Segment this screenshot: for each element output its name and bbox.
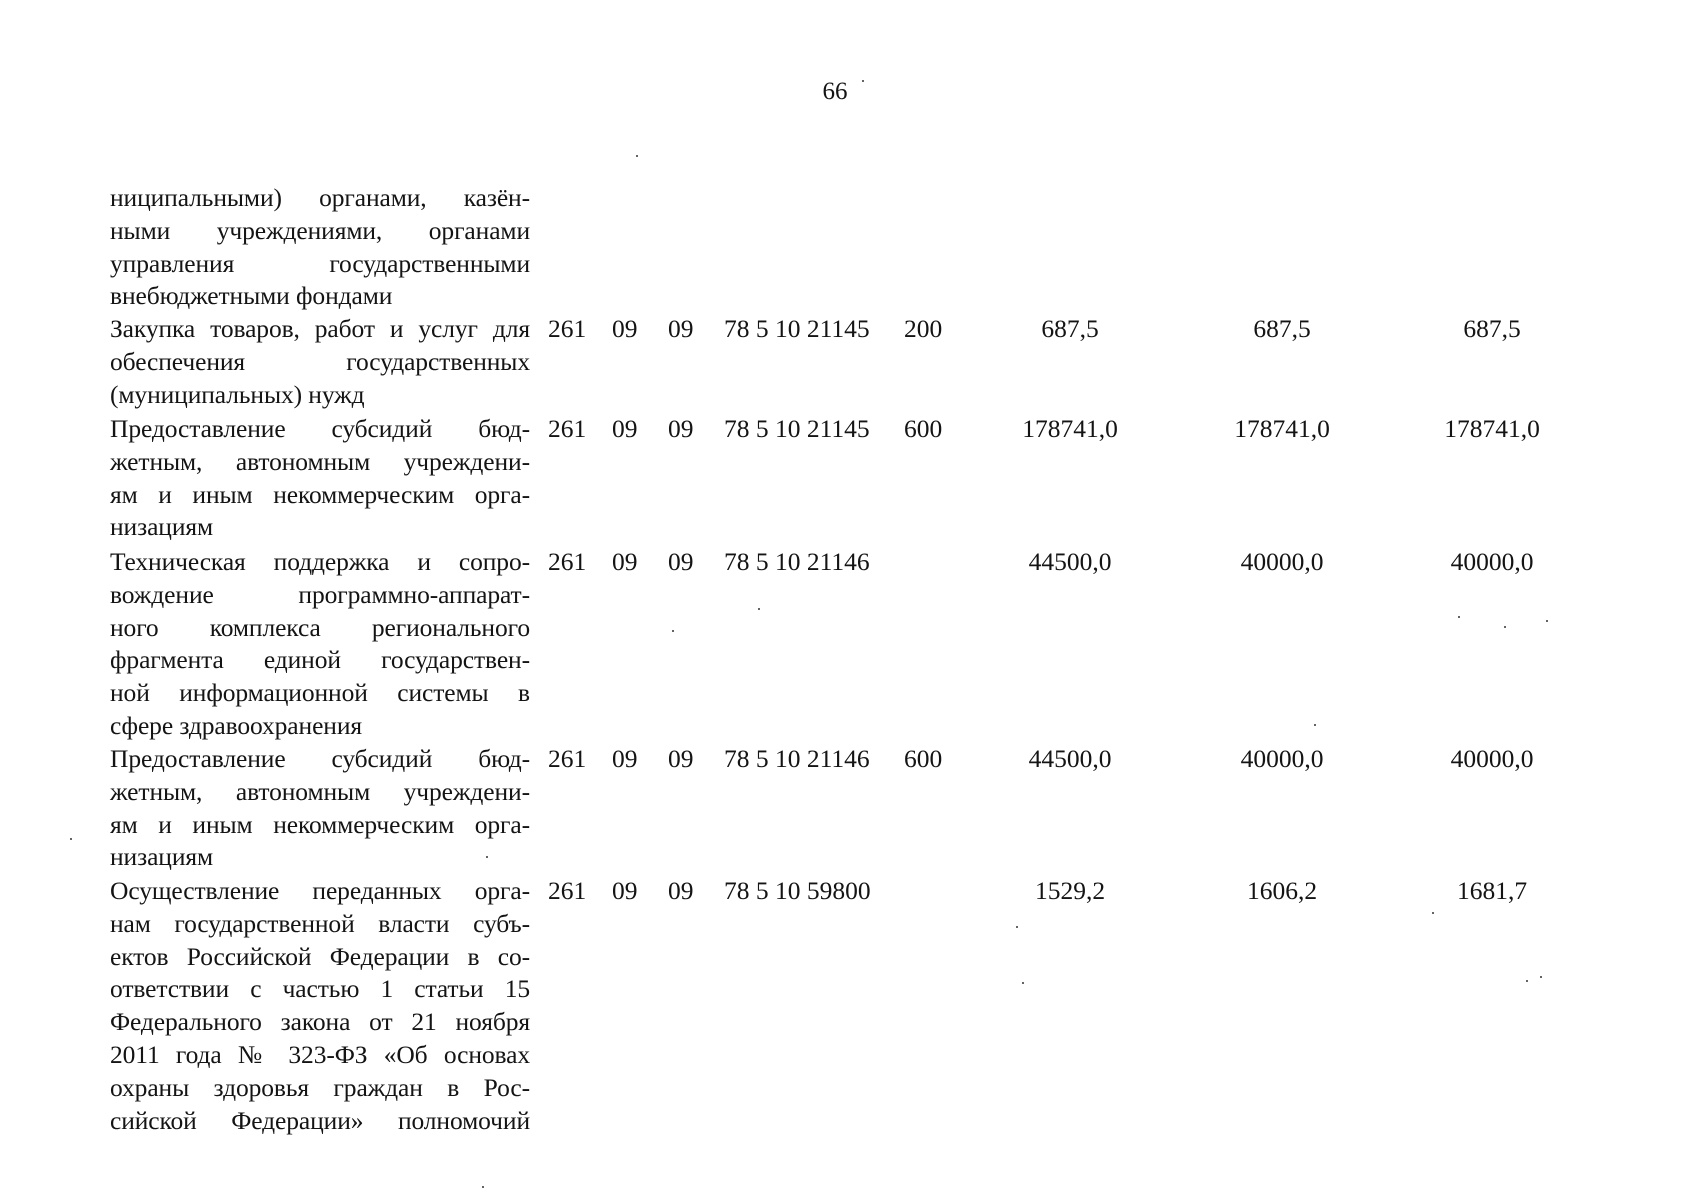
podrazdel-code: 09	[668, 744, 694, 773]
row-description	[110, 743, 530, 874]
amount-year2: 40000,0	[1240, 744, 1324, 773]
description-line: ектов Российской Федерации в со-	[110, 941, 530, 971]
description-line: ответствии с частью 1 статьи 15	[110, 974, 530, 1004]
description-line: ного комплекса регионального	[110, 612, 530, 642]
podrazdel-code: 09	[668, 414, 694, 443]
csr-code: 78 5 10 21146	[724, 547, 870, 576]
amount-year1: 1529,2	[1034, 876, 1106, 905]
podrazdel-code: 09	[668, 876, 694, 905]
ved-code: 261	[548, 414, 587, 443]
amount-year3: 178741,0	[1444, 414, 1540, 443]
razdel-code: 09	[612, 876, 638, 905]
ved-code: 261	[548, 876, 587, 905]
csr-code: 78 5 10 59800	[724, 876, 871, 905]
vr-code: 200	[904, 314, 943, 343]
description-line: фрагмента единой государствен-	[110, 645, 530, 675]
description-line: Предоставление субсидий бюд-	[110, 414, 530, 443]
row-description	[110, 182, 530, 313]
amount-year3: 40000,0	[1450, 547, 1534, 576]
description-line: сфере здравоохранения	[110, 710, 363, 740]
description-line: внебюджетными фондами	[110, 281, 393, 311]
csr-code: 78 5 10 21146	[724, 744, 870, 773]
description-line: ям и иным некоммерческим орга-	[110, 479, 530, 509]
amount-year1: 178741,0	[1022, 414, 1118, 443]
amount-year2: 178741,0	[1234, 414, 1330, 443]
description-line: Федерального закона от 21 ноября	[110, 1007, 530, 1037]
amount-year2: 40000,0	[1240, 547, 1324, 576]
scan-speck	[1546, 620, 1548, 622]
razdel-code: 09	[612, 547, 638, 576]
scan-speck	[482, 1186, 484, 1188]
description-line: нам государственной власти субъ-	[110, 908, 530, 938]
ved-code: 261	[548, 314, 587, 343]
scan-speck	[1458, 616, 1460, 618]
description-line: вождение программно-аппарат-	[110, 579, 530, 609]
vr-code: 600	[904, 744, 943, 773]
description-line: (муниципальных) нужд	[110, 379, 365, 409]
row-description	[110, 413, 530, 544]
amount-year2: 687,5	[1253, 314, 1311, 343]
description-line: ниципальными) органами, казён-	[110, 183, 530, 212]
description-line: низациям	[110, 842, 214, 872]
description-line: жетным, автономным учреждени-	[110, 446, 530, 476]
scan-speck	[1432, 912, 1434, 914]
row-description	[110, 546, 530, 743]
scan-speck	[672, 630, 674, 632]
description-line: ными учреждениями, органами	[110, 215, 530, 245]
description-line: ям и иным некоммерческим орга-	[110, 809, 530, 839]
razdel-code: 09	[612, 744, 638, 773]
scan-speck	[486, 856, 488, 858]
scan-speck	[1314, 724, 1316, 726]
scan-speck	[862, 80, 864, 82]
page-number: 66	[822, 78, 848, 105]
description-line: Осуществление переданных орга-	[110, 876, 530, 905]
podrazdel-code: 09	[668, 547, 694, 576]
scan-speck	[636, 155, 638, 157]
scan-speck	[758, 608, 760, 610]
amount-year2: 1606,2	[1246, 876, 1318, 905]
scan-speck	[1016, 926, 1018, 928]
csr-code: 78 5 10 21145	[724, 414, 870, 443]
amount-year3: 687,5	[1463, 314, 1521, 343]
amount-year3: 1681,7	[1456, 876, 1528, 905]
vr-code: 600	[904, 414, 943, 443]
description-line: охраны здоровья граждан в Рос-	[110, 1072, 530, 1102]
description-line: низациям	[110, 512, 214, 542]
ved-code: 261	[548, 744, 587, 773]
scan-speck	[1526, 980, 1528, 982]
scan-speck	[1022, 982, 1024, 984]
scan-speck	[1504, 626, 1506, 628]
description-line: 2011 года № 323-ФЗ «Об основах	[110, 1039, 530, 1069]
scan-speck	[70, 838, 72, 840]
row-description	[110, 313, 530, 411]
description-line: управления государственными	[110, 248, 530, 278]
amount-year1: 687,5	[1041, 314, 1099, 343]
description-line: Предоставление субсидий бюд-	[110, 744, 530, 773]
scan-speck	[1540, 976, 1542, 978]
razdel-code: 09	[612, 314, 638, 343]
razdel-code: 09	[612, 414, 638, 443]
amount-year1: 44500,0	[1028, 547, 1112, 576]
description-line: Техническая поддержка и сопро-	[110, 547, 530, 576]
amount-year3: 40000,0	[1450, 744, 1534, 773]
amount-year1: 44500,0	[1028, 744, 1112, 773]
description-line: сийской Федерации» полномочий	[110, 1105, 530, 1135]
description-line: жетным, автономным учреждени-	[110, 776, 530, 806]
description-line: ной информационной системы в	[110, 678, 530, 708]
row-description	[110, 875, 530, 1137]
podrazdel-code: 09	[668, 314, 694, 343]
description-line: Закупка товаров, работ и услуг для	[110, 314, 530, 343]
ved-code: 261	[548, 547, 587, 576]
description-line: обеспечения государственных	[110, 346, 530, 376]
csr-code: 78 5 10 21145	[724, 314, 870, 343]
